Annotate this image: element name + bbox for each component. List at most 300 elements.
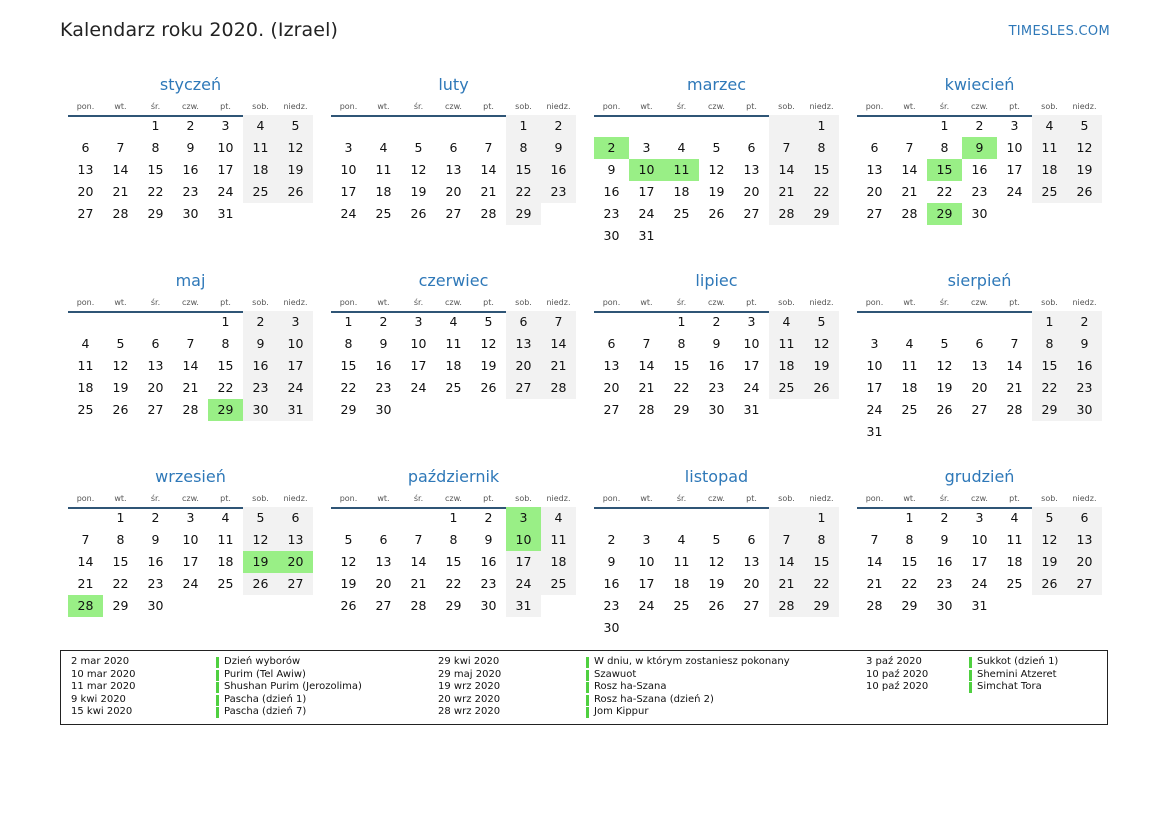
day-cell: 28 bbox=[1006, 402, 1023, 417]
day-cell: 31 bbox=[278, 399, 313, 421]
day-cell: 6 bbox=[607, 336, 616, 351]
weekday-label: wt. bbox=[103, 294, 138, 313]
weekday-label: śr. bbox=[138, 294, 173, 313]
day-cell: 7 bbox=[642, 336, 651, 351]
month-name: kwiecień bbox=[944, 75, 1015, 94]
weekday-label: niedz. bbox=[804, 490, 839, 509]
empty-day-cell bbox=[892, 311, 927, 333]
weekday-label: śr. bbox=[138, 490, 173, 509]
day-cell: 20 bbox=[375, 576, 392, 591]
holiday-day-cell: 10 bbox=[629, 159, 664, 181]
legend-holiday-name: Rosz ha-Szana bbox=[594, 681, 667, 693]
days-grid bbox=[331, 507, 576, 617]
day-cell: 26 bbox=[480, 380, 497, 395]
day-cell: 1 bbox=[116, 510, 125, 525]
weekday-label: wt. bbox=[629, 490, 664, 509]
weekday-label: śr. bbox=[927, 490, 962, 509]
weekday-label: śr. bbox=[927, 98, 962, 117]
weekday-label: pt. bbox=[997, 294, 1032, 313]
day-cell: 29 bbox=[147, 206, 164, 221]
weekday-label: niedz. bbox=[804, 294, 839, 313]
day-cell: 10 bbox=[182, 532, 199, 547]
weekday-label: sob. bbox=[506, 294, 541, 313]
day-cell: 30 bbox=[603, 620, 620, 635]
day-cell: 14 bbox=[638, 358, 655, 373]
weekday-label: niedz. bbox=[541, 490, 576, 509]
day-cell: 27 bbox=[506, 377, 541, 399]
day-cell: 24 bbox=[638, 598, 655, 613]
day-cell: 26 bbox=[804, 377, 839, 399]
day-cell: 22 bbox=[804, 181, 839, 203]
month-name: grudzień bbox=[944, 467, 1015, 486]
day-cell: 25 bbox=[243, 181, 278, 203]
day-cell: 11 bbox=[1032, 137, 1067, 159]
month-calendar bbox=[68, 268, 313, 464]
day-cell: 7 bbox=[81, 532, 90, 547]
day-cell: 23 bbox=[603, 598, 620, 613]
day-cell: 16 bbox=[243, 355, 278, 377]
empty-day-cell bbox=[331, 115, 366, 137]
day-cell: 13 bbox=[743, 554, 760, 569]
day-cell: 14 bbox=[901, 162, 918, 177]
day-cell: 18 bbox=[243, 159, 278, 181]
weekday-label: wt. bbox=[892, 98, 927, 117]
legend-marker bbox=[969, 657, 972, 668]
legend-date: 2 mar 2020 bbox=[71, 656, 130, 667]
day-cell: 27 bbox=[603, 402, 620, 417]
day-cell: 4 bbox=[677, 140, 686, 155]
days-grid bbox=[857, 115, 1102, 225]
weekday-label: pon. bbox=[68, 294, 103, 313]
day-cell: 17 bbox=[340, 184, 357, 199]
day-cell: 22 bbox=[804, 573, 839, 595]
day-cell: 9 bbox=[1067, 333, 1102, 355]
empty-day-cell bbox=[401, 507, 436, 529]
day-cell: 7 bbox=[905, 140, 914, 155]
weekday-header bbox=[857, 490, 1102, 507]
month-calendar bbox=[594, 464, 839, 660]
empty-day-cell bbox=[629, 311, 664, 333]
month-name: czerwiec bbox=[418, 271, 489, 290]
day-cell: 4 bbox=[243, 115, 278, 137]
day-cell: 8 bbox=[221, 336, 230, 351]
day-cell: 17 bbox=[217, 162, 234, 177]
day-cell: 13 bbox=[866, 162, 883, 177]
day-cell: 19 bbox=[936, 380, 953, 395]
day-cell: 30 bbox=[708, 402, 725, 417]
day-cell: 18 bbox=[217, 554, 234, 569]
day-cell: 27 bbox=[971, 402, 988, 417]
day-cell: 25 bbox=[445, 380, 462, 395]
day-cell: 9 bbox=[940, 532, 949, 547]
weekday-label: wt. bbox=[366, 294, 401, 313]
day-cell: 16 bbox=[971, 162, 988, 177]
empty-day-cell bbox=[857, 115, 892, 137]
holiday-day-cell: 29 bbox=[927, 203, 962, 225]
legend-marker bbox=[586, 695, 589, 706]
day-cell: 2 bbox=[607, 532, 616, 547]
day-cell: 22 bbox=[673, 380, 690, 395]
day-cell: 4 bbox=[81, 336, 90, 351]
day-cell: 15 bbox=[673, 358, 690, 373]
days-grid bbox=[857, 507, 1102, 617]
holiday-day-cell: 10 bbox=[506, 529, 541, 551]
day-cell: 9 bbox=[607, 554, 616, 569]
legend-holiday-name: Szawuot bbox=[594, 668, 637, 680]
day-cell: 15 bbox=[804, 551, 839, 573]
day-cell: 24 bbox=[866, 402, 883, 417]
day-cell: 7 bbox=[484, 140, 493, 155]
day-cell: 11 bbox=[77, 358, 94, 373]
legend-marker bbox=[969, 682, 972, 693]
empty-day-cell bbox=[769, 507, 804, 529]
empty-day-cell bbox=[594, 115, 629, 137]
weekday-label: wt. bbox=[103, 490, 138, 509]
day-cell: 15 bbox=[1032, 355, 1067, 377]
month-name: sierpień bbox=[947, 271, 1012, 290]
legend-date: 3 paź 2020 bbox=[866, 656, 922, 667]
legend-marker bbox=[586, 657, 589, 668]
day-cell: 23 bbox=[603, 206, 620, 221]
weekday-label: śr. bbox=[664, 490, 699, 509]
day-cell: 4 bbox=[221, 510, 230, 525]
day-cell: 11 bbox=[541, 529, 576, 551]
weekday-label: sob. bbox=[243, 98, 278, 117]
day-cell: 6 bbox=[151, 336, 160, 351]
day-cell: 31 bbox=[971, 598, 988, 613]
day-cell: 24 bbox=[743, 380, 760, 395]
day-cell: 24 bbox=[182, 576, 199, 591]
weekday-label: niedz. bbox=[541, 294, 576, 313]
legend-date: 29 kwi 2020 bbox=[438, 656, 500, 667]
day-cell: 10 bbox=[743, 336, 760, 351]
empty-day-cell bbox=[997, 311, 1032, 333]
day-cell: 18 bbox=[541, 551, 576, 573]
day-cell: 3 bbox=[186, 510, 195, 525]
day-cell: 4 bbox=[905, 336, 914, 351]
day-cell: 21 bbox=[410, 576, 427, 591]
day-cell: 28 bbox=[112, 206, 129, 221]
weekday-header bbox=[68, 294, 313, 311]
empty-day-cell bbox=[401, 115, 436, 137]
day-cell: 14 bbox=[112, 162, 129, 177]
day-cell: 6 bbox=[278, 507, 313, 529]
weekday-label: wt. bbox=[366, 98, 401, 117]
day-cell: 26 bbox=[243, 573, 278, 595]
legend-holiday-name: Pascha (dzień 7) bbox=[224, 706, 307, 718]
day-cell: 16 bbox=[375, 358, 392, 373]
day-cell: 12 bbox=[936, 358, 953, 373]
day-cell: 28 bbox=[182, 402, 199, 417]
empty-day-cell bbox=[594, 311, 629, 333]
weekday-header bbox=[68, 490, 313, 507]
day-cell: 29 bbox=[673, 402, 690, 417]
day-cell: 15 bbox=[804, 159, 839, 181]
month-name: marzec bbox=[686, 75, 746, 94]
day-cell: 2 bbox=[541, 115, 576, 137]
days-grid bbox=[68, 507, 313, 617]
month-name: październik bbox=[407, 467, 500, 486]
day-cell: 12 bbox=[1032, 529, 1067, 551]
day-cell: 11 bbox=[217, 532, 234, 547]
weekday-label: czw. bbox=[962, 294, 997, 313]
weekday-label: śr. bbox=[664, 294, 699, 313]
day-cell: 24 bbox=[278, 377, 313, 399]
weekday-label: czw. bbox=[962, 490, 997, 509]
weekday-label: niedz. bbox=[278, 98, 313, 117]
holiday-day-cell: 15 bbox=[927, 159, 962, 181]
day-cell: 9 bbox=[379, 336, 388, 351]
day-cell: 5 bbox=[1067, 115, 1102, 137]
day-cell: 11 bbox=[1006, 532, 1023, 547]
day-cell: 1 bbox=[506, 115, 541, 137]
holiday-legend bbox=[60, 650, 1108, 725]
day-cell: 5 bbox=[278, 115, 313, 137]
day-cell: 27 bbox=[1067, 573, 1102, 595]
legend-marker bbox=[586, 707, 589, 718]
weekday-label: pon. bbox=[594, 490, 629, 509]
day-cell: 11 bbox=[901, 358, 918, 373]
day-cell: 7 bbox=[769, 529, 804, 551]
days-grid bbox=[68, 115, 313, 225]
weekday-label: sob. bbox=[243, 490, 278, 509]
day-cell: 6 bbox=[81, 140, 90, 155]
day-cell: 29 bbox=[340, 402, 357, 417]
weekday-label: śr. bbox=[401, 294, 436, 313]
day-cell: 5 bbox=[344, 532, 353, 547]
empty-day-cell bbox=[366, 507, 401, 529]
day-cell: 3 bbox=[1010, 118, 1019, 133]
day-cell: 23 bbox=[541, 181, 576, 203]
day-cell: 3 bbox=[975, 510, 984, 525]
day-cell: 26 bbox=[708, 206, 725, 221]
day-cell: 14 bbox=[182, 358, 199, 373]
day-cell: 22 bbox=[901, 576, 918, 591]
weekday-label: pon. bbox=[331, 490, 366, 509]
day-cell: 29 bbox=[901, 598, 918, 613]
day-cell: 4 bbox=[1032, 115, 1067, 137]
month-name: maj bbox=[175, 271, 206, 290]
day-cell: 29 bbox=[506, 203, 541, 225]
weekday-label: wt. bbox=[629, 294, 664, 313]
day-cell: 25 bbox=[77, 402, 94, 417]
day-cell: 12 bbox=[480, 336, 497, 351]
day-cell: 13 bbox=[278, 529, 313, 551]
day-cell: 2 bbox=[484, 510, 493, 525]
day-cell: 15 bbox=[506, 159, 541, 181]
weekday-label: niedz. bbox=[541, 98, 576, 117]
day-cell: 1 bbox=[449, 510, 458, 525]
day-cell: 16 bbox=[603, 184, 620, 199]
day-cell: 21 bbox=[77, 576, 94, 591]
weekday-label: sob. bbox=[1032, 98, 1067, 117]
day-cell: 21 bbox=[769, 181, 804, 203]
weekday-label: niedz. bbox=[1067, 98, 1102, 117]
weekday-label: czw. bbox=[173, 490, 208, 509]
day-cell: 29 bbox=[1032, 399, 1067, 421]
weekday-label: pon. bbox=[331, 98, 366, 117]
day-cell: 31 bbox=[743, 402, 760, 417]
weekday-label: pon. bbox=[857, 294, 892, 313]
day-cell: 28 bbox=[769, 595, 804, 617]
day-cell: 5 bbox=[484, 314, 493, 329]
day-cell: 26 bbox=[278, 181, 313, 203]
day-cell: 23 bbox=[480, 576, 497, 591]
day-cell: 7 bbox=[186, 336, 195, 351]
weekday-header bbox=[68, 98, 313, 115]
day-cell: 21 bbox=[901, 184, 918, 199]
day-cell: 17 bbox=[638, 184, 655, 199]
weekday-label: sob. bbox=[506, 98, 541, 117]
weekday-label: czw. bbox=[173, 294, 208, 313]
legend-holiday-name: Pascha (dzień 1) bbox=[224, 693, 307, 705]
day-cell: 8 bbox=[449, 532, 458, 547]
weekday-header bbox=[331, 294, 576, 311]
empty-day-cell bbox=[68, 311, 103, 333]
legend-marker bbox=[216, 682, 219, 693]
empty-day-cell bbox=[471, 115, 506, 137]
day-cell: 13 bbox=[743, 162, 760, 177]
day-cell: 6 bbox=[747, 532, 756, 547]
day-cell: 18 bbox=[673, 184, 690, 199]
month-calendar bbox=[68, 72, 313, 268]
legend-holiday-name: Sukkot (dzień 1) bbox=[977, 656, 1059, 667]
day-cell: 30 bbox=[936, 598, 953, 613]
day-cell: 14 bbox=[77, 554, 94, 569]
weekday-label: wt. bbox=[629, 98, 664, 117]
holiday-day-cell: 29 bbox=[208, 399, 243, 421]
weekday-header bbox=[594, 294, 839, 311]
month-calendar bbox=[857, 72, 1102, 268]
day-cell: 8 bbox=[905, 532, 914, 547]
days-grid bbox=[594, 311, 839, 421]
day-cell: 8 bbox=[1032, 333, 1067, 355]
day-cell: 4 bbox=[449, 314, 458, 329]
day-cell: 5 bbox=[414, 140, 423, 155]
weekday-label: wt. bbox=[892, 294, 927, 313]
day-cell: 7 bbox=[1010, 336, 1019, 351]
day-cell: 12 bbox=[112, 358, 129, 373]
day-cell: 27 bbox=[278, 573, 313, 595]
month-name: listopad bbox=[684, 467, 749, 486]
day-cell: 23 bbox=[182, 184, 199, 199]
day-cell: 16 bbox=[147, 554, 164, 569]
legend-marker bbox=[216, 707, 219, 718]
weekday-label: sob. bbox=[769, 294, 804, 313]
weekday-label: pon. bbox=[594, 294, 629, 313]
day-cell: 22 bbox=[506, 181, 541, 203]
days-grid bbox=[594, 115, 839, 247]
days-grid bbox=[68, 311, 313, 421]
day-cell: 23 bbox=[971, 184, 988, 199]
day-cell: 5 bbox=[243, 507, 278, 529]
site-link[interactable]: TIMESLES.COM bbox=[1008, 24, 1110, 39]
weekday-label: pt. bbox=[471, 490, 506, 509]
empty-day-cell bbox=[857, 311, 892, 333]
weekday-label: pon. bbox=[68, 98, 103, 117]
empty-day-cell bbox=[734, 507, 769, 529]
day-cell: 2 bbox=[940, 510, 949, 525]
day-cell: 10 bbox=[340, 162, 357, 177]
legend-date: 9 kwi 2020 bbox=[71, 693, 126, 705]
weekday-label: pon. bbox=[68, 490, 103, 509]
weekday-label: niedz. bbox=[1067, 490, 1102, 509]
day-cell: 20 bbox=[743, 184, 760, 199]
day-cell: 6 bbox=[506, 311, 541, 333]
day-cell: 12 bbox=[1067, 137, 1102, 159]
day-cell: 3 bbox=[642, 532, 651, 547]
day-cell: 3 bbox=[870, 336, 879, 351]
day-cell: 5 bbox=[116, 336, 125, 351]
page-title: Kalendarz roku 2020. (Izrael) bbox=[60, 19, 338, 41]
day-cell: 25 bbox=[673, 598, 690, 613]
day-cell: 13 bbox=[971, 358, 988, 373]
day-cell: 17 bbox=[971, 554, 988, 569]
legend-holiday-name: Dzień wyborów bbox=[224, 656, 301, 667]
weekday-label: sob. bbox=[769, 490, 804, 509]
day-cell: 18 bbox=[1006, 554, 1023, 569]
day-cell: 14 bbox=[769, 159, 804, 181]
day-cell: 20 bbox=[147, 380, 164, 395]
day-cell: 6 bbox=[975, 336, 984, 351]
day-cell: 5 bbox=[804, 311, 839, 333]
weekday-label: niedz. bbox=[804, 98, 839, 117]
day-cell: 20 bbox=[603, 380, 620, 395]
day-cell: 9 bbox=[541, 137, 576, 159]
day-cell: 8 bbox=[506, 137, 541, 159]
day-cell: 17 bbox=[182, 554, 199, 569]
day-cell: 26 bbox=[410, 206, 427, 221]
day-cell: 19 bbox=[708, 184, 725, 199]
weekday-label: czw. bbox=[699, 294, 734, 313]
day-cell: 27 bbox=[445, 206, 462, 221]
holiday-day-cell: 28 bbox=[68, 595, 103, 617]
empty-day-cell bbox=[664, 507, 699, 529]
day-cell: 22 bbox=[445, 576, 462, 591]
empty-day-cell bbox=[927, 311, 962, 333]
day-cell: 1 bbox=[677, 314, 686, 329]
day-cell: 14 bbox=[541, 333, 576, 355]
day-cell: 26 bbox=[936, 402, 953, 417]
weekday-label: pon. bbox=[857, 490, 892, 509]
day-cell: 20 bbox=[971, 380, 988, 395]
day-cell: 13 bbox=[375, 554, 392, 569]
empty-day-cell bbox=[103, 311, 138, 333]
legend-marker bbox=[586, 682, 589, 693]
day-cell: 11 bbox=[375, 162, 392, 177]
day-cell: 7 bbox=[116, 140, 125, 155]
day-cell: 21 bbox=[541, 355, 576, 377]
day-cell: 2 bbox=[379, 314, 388, 329]
legend-marker bbox=[216, 670, 219, 681]
weekday-label: niedz. bbox=[1067, 294, 1102, 313]
day-cell: 19 bbox=[708, 576, 725, 591]
day-cell: 16 bbox=[708, 358, 725, 373]
holiday-day-cell: 2 bbox=[594, 137, 629, 159]
empty-day-cell bbox=[68, 115, 103, 137]
legend-date: 29 maj 2020 bbox=[438, 668, 502, 680]
empty-day-cell bbox=[699, 115, 734, 137]
legend-holiday-name: W dniu, w którym zostaniesz pokonany bbox=[594, 656, 790, 667]
weekday-label: pon. bbox=[857, 98, 892, 117]
day-cell: 5 bbox=[940, 336, 949, 351]
day-cell: 30 bbox=[480, 598, 497, 613]
month-calendar bbox=[331, 464, 576, 660]
weekday-label: pt. bbox=[208, 98, 243, 117]
months-grid bbox=[68, 72, 1102, 660]
weekday-label: czw. bbox=[699, 98, 734, 117]
day-cell: 30 bbox=[147, 598, 164, 613]
